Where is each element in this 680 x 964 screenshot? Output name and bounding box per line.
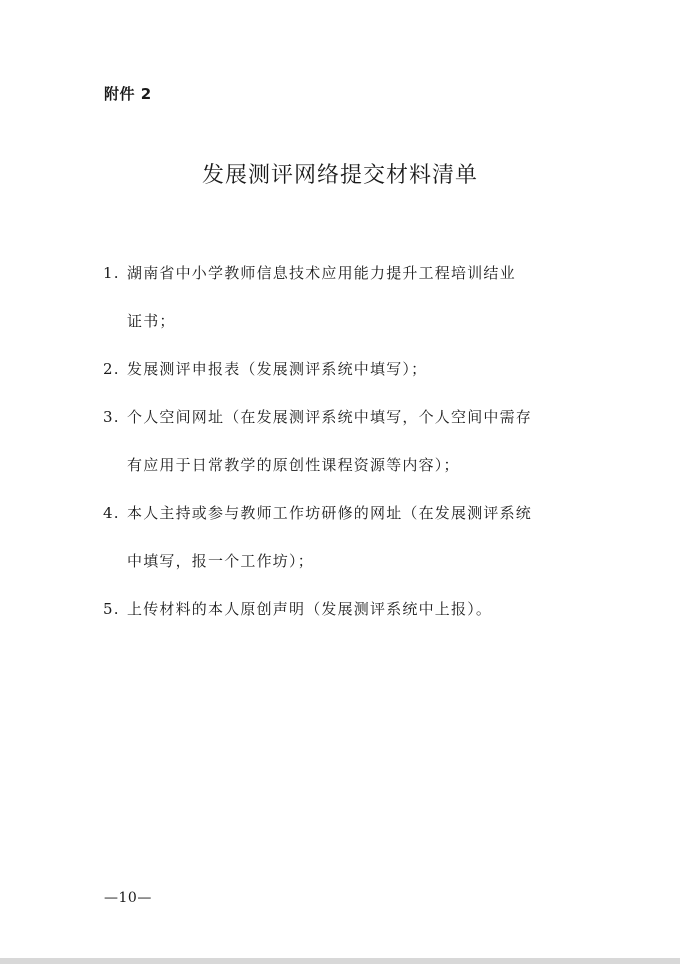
page-bottom-edge xyxy=(0,958,680,964)
list-item-1-continuation: 证书； xyxy=(127,312,176,330)
list-item-text: 湖南省中小学教师信息技术应用能力提升工程培训结业 xyxy=(127,264,516,282)
list-item-2 xyxy=(103,358,427,379)
list-item-3-continuation: 有应用于日常教学的原创性课程资源等内容）； xyxy=(127,456,460,474)
list-item-5 xyxy=(103,598,492,619)
list-item-1 xyxy=(103,262,516,283)
document-title: 发展测评网络提交材料清单 xyxy=(201,163,478,188)
list-item-number: 5. xyxy=(103,600,120,618)
list-item-number: 1. xyxy=(103,264,120,282)
list-item-number: 3. xyxy=(103,408,120,426)
page-number: —10— xyxy=(104,890,152,906)
list-item-text: 上传材料的本人原创声明（发展测评系统中上报）。 xyxy=(127,600,493,618)
list-item-4 xyxy=(103,502,532,523)
list-item-number: 2. xyxy=(103,360,120,378)
list-item-3 xyxy=(103,406,532,427)
list-item-number: 4. xyxy=(103,504,120,522)
list-item-text: 发展测评申报表（发展测评系统中填写）； xyxy=(127,360,428,378)
attachment-label: 附件 2 xyxy=(104,85,152,103)
list-item-text: 本人主持或参与教师工作坊研修的网址（在发展测评系统 xyxy=(127,504,533,522)
list-item-text: 个人空间网址（在发展测评系统中填写，个人空间中需存 xyxy=(127,408,533,426)
list-item-4-continuation: 中填写，报一个工作坊）； xyxy=(127,552,314,570)
